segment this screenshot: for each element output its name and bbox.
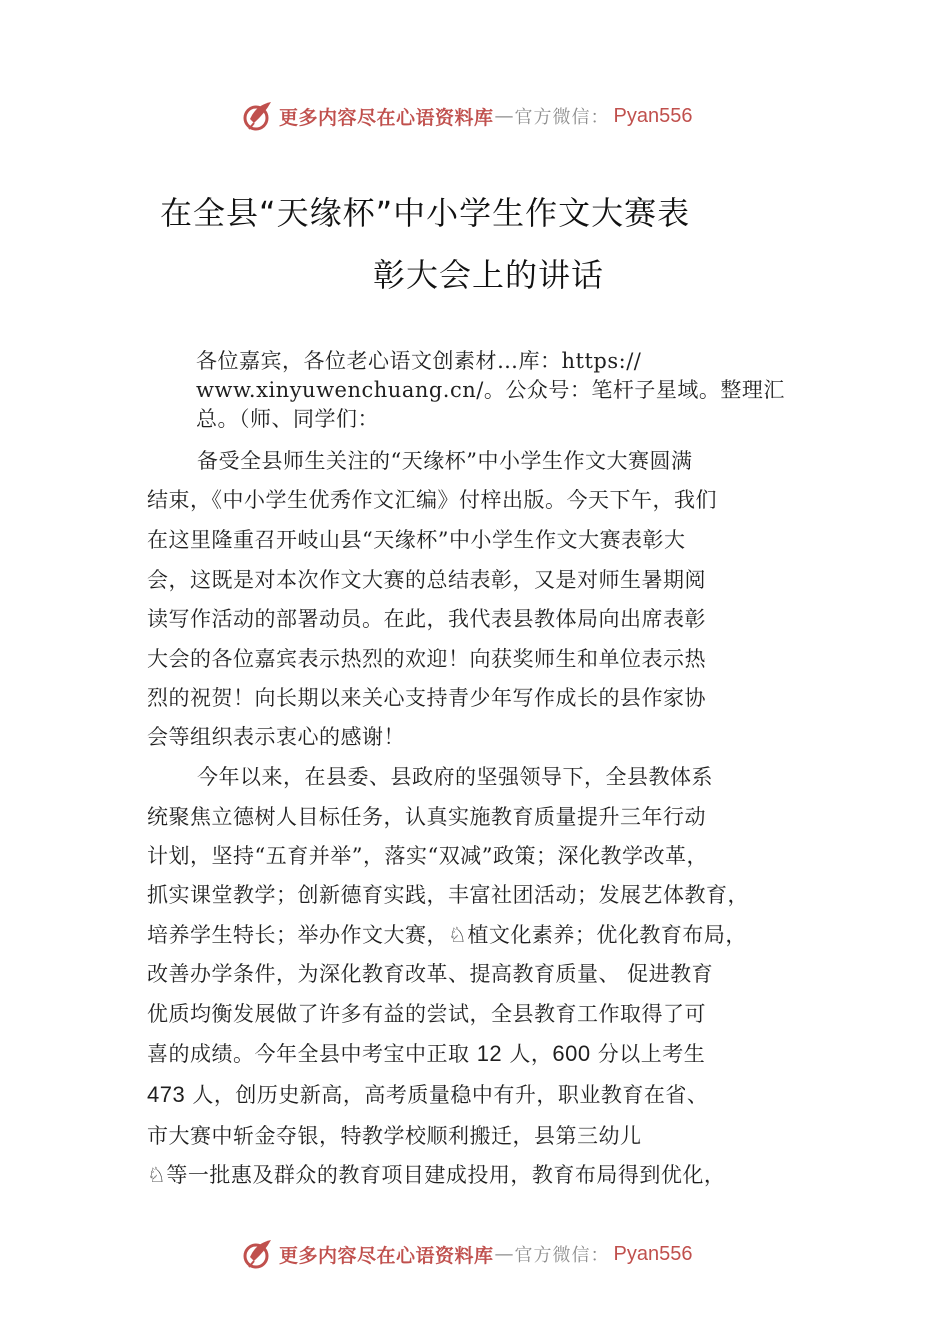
quill-logo-icon [241,99,275,133]
stats-text: 分以上考生 [590,1042,706,1066]
greeting-line: 总。（师、同学们： [196,407,379,431]
page-title-line-2: 彰大会上的讲话 [373,256,605,294]
body-line: 市大赛中斩金夺银，特教学校顺利搬迁，县第三幼儿 [147,1124,642,1148]
quill-logo-icon [241,1237,275,1271]
stats-text: 人，创历史新高，高考质量稳中有升，职业教育在省、 [185,1083,709,1107]
body-line: 抓实课堂教学；创新德育实践，丰富社团活动；发展艺体教育， [147,883,749,907]
banner-dash: — [494,1243,514,1265]
body-line: 大会的各位嘉宾表示热烈的欢迎！向获奖师生和单位表示热 [147,647,706,671]
header-banner [0,96,950,136]
banner-dash: — [494,105,514,127]
body-line: 在这里隆重召开岐山县“天缘杯”中小学生作文大赛表彰大 [147,528,686,552]
stats-number: 473 [147,1082,186,1107]
page-title-line-1: 在全县“天缘杯”中小学生作文大赛表 [160,194,691,232]
body-line: 会等组织表示衷心的感谢！ [147,725,405,749]
body-line: 培养学生特长；举办作文大赛，♘植文化素养；优化教育布局， [147,923,747,947]
stats-number: 600 [552,1041,591,1066]
banner-wechat-label: 官方微信： [514,107,610,128]
body-line: 会，这既是对本次作文大赛的总结表彰，又是对师生暑期阅 [147,568,706,592]
stats-text: 人， [502,1042,553,1066]
stats-number: 12 [476,1041,503,1066]
banner-wechat-label: 官方微信： [514,1245,610,1266]
banner-wechat-id: Pyan556 [613,1242,693,1265]
footer-banner [0,1234,950,1274]
body-line-stats [147,1039,705,1069]
greeting-line: www.xinyuwenchuang.cn/。公众号：笔杆子星域。整理汇 [196,378,785,402]
greeting-line: 各位嘉宾，各位老心语文创素材…库：https:// [196,349,642,373]
banner-main-text: 更多内容尽在心语资料库 [279,1244,494,1267]
body-line: 备受全县师生关注的“天缘杯”中小学生作文大赛圆满 [197,449,693,473]
body-line: 读写作活动的部署动员。在此，我代表县教体局向出席表彰 [147,607,706,631]
body-line: 统聚焦立德树人目标任务，认真实施教育质量提升三年行动 [147,805,706,829]
banner-main-text: 更多内容尽在心语资料库 [279,106,494,129]
stats-text: 喜的成绩。今年全县中考宝中正取 [147,1042,477,1066]
banner-wechat-id: Pyan556 [613,104,693,127]
body-line: 今年以来，在县委、县政府的坚强领导下，全县教体系 [197,765,713,789]
body-line: 改善办学条件，为深化教育改革、提高教育质量、 促进教育 [147,962,714,986]
body-line: 计划，坚持“五育并举”，落实“双减”政策；深化教学改革， [147,844,708,868]
body-line: 结束，《中小学生优秀作文汇编》付梓出版。今天下午，我们 [147,488,717,512]
body-line: ♘等一批惠及群众的教育项目建成投用，教育布局得到优化， [147,1163,726,1187]
body-line: 优质均衡发展做了许多有益的尝试，全县教育工作取得了可 [147,1002,706,1026]
body-line: 烈的祝贺！向长期以来关心支持青少年写作成长的县作家协 [147,686,706,710]
body-line-stats [147,1080,708,1110]
